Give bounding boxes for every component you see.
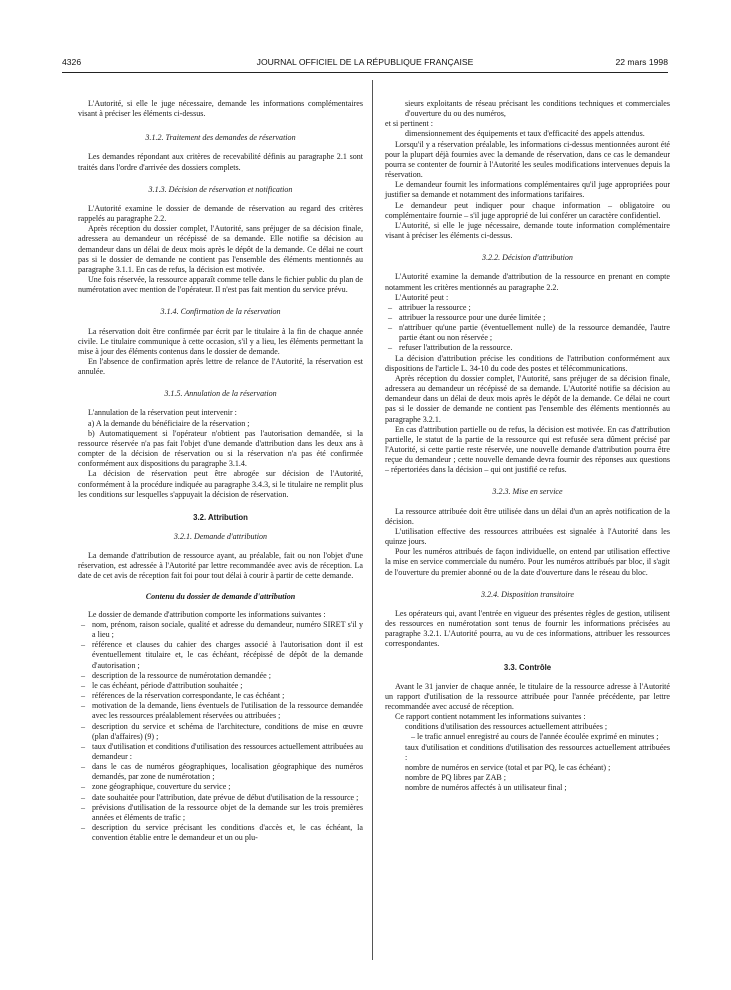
paragraph: Après réception du dossier complet, l'Autorité, sans préjuger de sa décision finale, adressera au demandeur un récépissé de sa demande. L'Autorité notifie sa décision au demandeur dans un délai de deux mois après le dépôt de la demande. Ce délai ne court pas si le dossier de demande ne contient pas l'ensemble des éléments mentionnés au paragraphe 3.2.1. (385, 373, 670, 424)
paragraph: En l'absence de confirmation après lettre de relance de l'Autorité, la réservation est annulée. (78, 356, 363, 377)
paragraph: La réservation doit être confirmée par écrit par le titulaire à la fin de chaque année civile. Le titulaire communique à cette occasion, s'il y a lieu, les éléments permettant la mise à jour des éléments contenus dans le dossier de demande. (78, 326, 363, 356)
section-heading-3-3: 3.3. Contrôle (503, 662, 552, 672)
paragraph: conditions d'utilisation des ressources actuellement attribuées ; (405, 722, 608, 732)
section-heading-3-2-1: 3.2.1. Demande d'attribution (173, 532, 268, 541)
paragraph: Les demandes répondant aux critères de recevabilité définis au paragraphe 2.1 sont traités dans l'ordre d'arrivée des dossiers complets. (78, 152, 363, 172)
paragraph: Les opérateurs qui, avant l'entrée en vigueur des présentes règles de gestion, utilisent des ressources en numérotation sont tenus de fournir les informations précisées au paragraphe 3.2.1. L'Autorité pourra, au vu de ces informations, attribuer les ressources correspondantes. (385, 608, 670, 649)
list-item: – le cas échéant, période d'attribution souhaitée ; (78, 681, 363, 691)
header-rule (62, 72, 668, 73)
paragraph: Le dossier de demande d'attribution comporte les informations suivantes : (88, 609, 326, 619)
paragraph: b) Automatiquement si l'opérateur n'obtient pas l'autorisation demandée, si la ressource réservée n'a pas fait l'objet d'une demande d'attribution dans les deux ans à compter de la décision de réservation ou si la réservation n'a pas été confirmée conformément aux dispositions du paragraphe 3.1.4. (78, 428, 363, 469)
paragraph: nombre de numéros affectés à un utilisateur final ; (405, 783, 567, 793)
paragraph: L'utilisation effective des ressources attribuées est signalée à l'Autorité dans les quinze jours. (385, 526, 670, 547)
paragraph: L'Autorité examine la demande d'attribution de la ressource en prenant en compte notamment les critères mentionnés au paragraphe 2.2. (385, 272, 670, 292)
paragraph: La ressource attribuée doit être utilisée dans un délai d'un an après notification de la décision. (385, 506, 670, 526)
list-item: – prévisions d'utilisation de la ressource objet de la demande sur les trois premières années et éléments de trafic ; (78, 803, 363, 823)
list-item: – taux d'utilisation et conditions d'utilisation des ressources actuellement attribuées au demandeur : (78, 742, 363, 762)
list-item: – n'attribuer qu'une partie (éventuellement nulle) de la ressource demandée, l'autre partie étant ou non réservée ; (385, 323, 670, 343)
paragraph: Après réception du dossier complet, l'Autorité, sans préjuger de sa décision finale, adressera au demandeur un récépissé de sa demande. Elle notifie sa décision au demandeur dans un délai de deux mois après le dépôt de la demande. Ce délai ne court pas si le dossier de demande ne contient pas l'ensemble des éléments mentionnés au paragraphe 3.1.1. En cas de refus, la décision est motivée. (78, 224, 363, 274)
paragraph: La demande d'attribution de ressource ayant, au préalable, fait ou non l'objet d'une réservation, est adressée à l'Autorité par lettre recommandée avec avis de réception. La date de cet avis de réception fait foi pour tout délai à courir à partir de cette demande. (78, 551, 363, 581)
paragraph: Le demandeur peut indiquer pour chaque information – obligatoire ou complémentaire fournie – s'il juge approprié de lui conférer un caractère confidentiel. (385, 200, 670, 220)
list-item: – référence et clauses du cahier des charges associé à l'autorisation dont il est éventuellement titulaire et, le cas échéant, récépissé de dépôt de la demande d'autorisation ; (78, 640, 363, 670)
list-item: – refuser l'attribution de la ressource. (385, 343, 670, 353)
section-heading-3-2: 3.2. Attribution (193, 512, 248, 522)
paragraph: L'Autorité, si elle le juge nécessaire, demande toute information complémentaire visant à préciser les éléments ci-dessus. (385, 220, 670, 241)
paragraph: La décision d'attribution précise les conditions de l'attribution conformément aux dispositions de l'article L. 34-10 du code des postes et télécommunications. (385, 353, 670, 373)
paragraph: En cas d'attribution partielle ou de refus, la décision est motivée. En cas d'attribution partielle, le statut de la partie de la ressource qui est refusée sera dûment précisé par l'Autorité, si cette partie reste réservée, une nouvelle demande d'attribution pourra être reçue du demandeur ; cette nouvelle demande devra fournir des réponses aux questions – répertoriées dans la décision – qui ont justifié ce refus. (385, 424, 670, 475)
paragraph: L'Autorité peut : (395, 292, 449, 302)
page-header (62, 57, 668, 71)
paragraph: L'Autorité examine le dossier de demande de réservation au regard des critères rappelés au paragraphe 2.2. (78, 203, 363, 224)
paragraph: Le demandeur fournit les informations complémentaires qu'il juge appropriées pour justifier sa demande et notamment des informations tarifaires. (385, 180, 670, 200)
paragraph: Avant le 31 janvier de chaque année, le titulaire de la ressource adresse à l'Autorité un rapport d'utilisation de la ressource attribuée pour l'année précédente, par lettre recommandée avec accusé de réception. (385, 681, 670, 711)
paragraph: a) A la demande du bénéficiaire de la réservation ; (88, 418, 250, 428)
paragraph: Pour les numéros attribués de façon individuelle, on entend par utilisation effective la mise en service commerciale du numéro. Pour les numéros attribués par bloc, il s'agit de l'ouverture du premier abonné ou de la date d'ouverture dans le réseau du bloc. (385, 547, 670, 577)
list-item: – attribuer la ressource pour une durée limitée ; (385, 313, 670, 323)
section-heading-3-2-4: 3.2.4. Disposition transitoire (481, 589, 574, 599)
paragraph: L'Autorité, si elle le juge nécessaire, demande les informations complémentaires visant à préciser les éléments ci-dessus. (78, 99, 363, 119)
section-heading-3-2-2: 3.2.2. Décision d'attribution (482, 253, 573, 263)
paragraph: nombre de PQ libres par ZAB ; (405, 773, 507, 783)
section-heading-3-1-5: 3.1.5. Annulation de la réservation (164, 389, 277, 399)
list-item: – description du service précisant les conditions d'accès et, le cas échéant, la convention établie entre le demandeur et un ou plu- (78, 823, 363, 843)
page-number: 4326 (62, 57, 82, 67)
paragraph: dimensionnement des équipements et taux d'efficacité des appels attendus. (405, 129, 645, 139)
list-item: – zone géographique, couverture du service ; (78, 782, 363, 792)
paragraph: L'annulation de la réservation peut intervenir : (88, 408, 237, 418)
paragraph: Une fois réservée, la ressource apparaît comme telle dans le fichier public du plan de numérotation avec mention de l'opérateur. Il n'est pas fait mention du service prévu. (78, 275, 363, 295)
paragraph: – le trafic annuel enregistré au cours de l'année écoulée exprimé en minutes ; (411, 732, 659, 742)
paragraph: Ce rapport contient notamment les informations suivantes : (395, 712, 586, 722)
list-item: – attribuer la ressource ; (385, 303, 670, 313)
left-column (78, 99, 363, 843)
paragraph: Lorsqu'il y a réservation préalable, les informations ci-dessus mentionnées auront été pour la plupart déjà fournies avec la demande de réservation, dans ce cas le demandeur pourra se contenter de fournir à l'Autorité les seules modifications intervenues depuis la réservation. (385, 139, 670, 180)
paragraph: et si pertinent : (385, 119, 434, 129)
section-heading-3-1-4: 3.1.4. Confirmation de la réservation (160, 307, 281, 317)
list-item: – description du service et schéma de l'architecture, conditions de mise en œuvre (plan d'affaires) (9) ; (78, 722, 363, 742)
paragraph: La décision de réservation peut être abrogée sur décision de l'Autorité, conformément à la procédure indiquée au paragraphe 3.4.3, si le titulaire ne remplit plus les conditions sur lesquelles s'appuyait la décision de réservation. (78, 469, 363, 499)
requirements-list (78, 620, 363, 843)
list-item: – dans le cas de numéros géographiques, localisation géographique des numéros demandés, par zone de numérotation ; (78, 762, 363, 782)
list-item: – nom, prénom, raison sociale, qualité et adresse du demandeur, numéro SIRET s'il y a lieu ; (78, 620, 363, 640)
section-heading-3-1-3: 3.1.3. Décision de réservation et notification (148, 184, 293, 194)
section-heading-3-2-3: 3.2.3. Mise en service (492, 487, 563, 497)
list-item: – motivation de la demande, liens éventuels de l'utilisation de la ressource demandée avec les ressources préalablement réservées ou attribuées ; (78, 701, 363, 721)
issue-date: 22 mars 1998 (615, 57, 668, 67)
paragraph: sieurs exploitants de réseau précisant les conditions techniques et commerciales d'ouverture du ou des numéros, (405, 99, 670, 119)
paragraph: taux d'utilisation et conditions d'utilisation des ressources actuellement attribuées : (405, 742, 670, 762)
paragraph: nombre de numéros en service (total et par PQ, le cas échéant) ; (405, 762, 611, 772)
section-heading-3-1-2: 3.1.2. Traitement des demandes de réservation (145, 133, 296, 143)
list-item: – description de la ressource de numérotation demandée ; (78, 671, 363, 681)
subheading-contenu-dossier: Contenu du dossier de demande d'attribution (145, 591, 296, 601)
list-item: – date souhaitée pour l'attribution, date prévue de début d'utilisation de la ressource ; (78, 793, 363, 803)
column-divider (372, 80, 373, 960)
journal-title: JOURNAL OFFICIEL DE LA RÉPUBLIQUE FRANÇAISE (256, 57, 474, 67)
list-item: – références de la réservation correspondante, le cas échéant ; (78, 691, 363, 701)
decision-options-list (385, 303, 670, 354)
right-column (385, 99, 670, 793)
